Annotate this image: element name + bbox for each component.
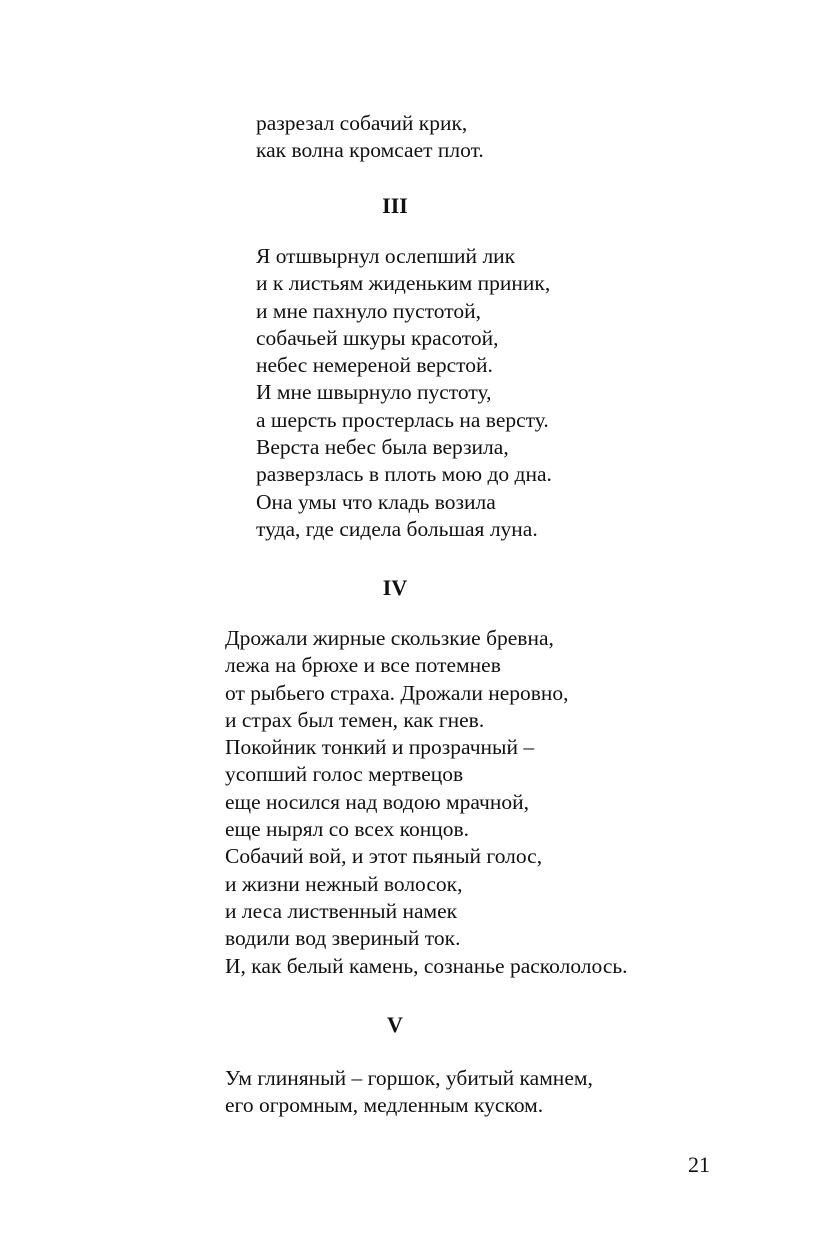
section-heading: V — [387, 1012, 403, 1037]
section-stanza — [256, 243, 552, 543]
poem-line: и к листьям жиденьким приник, — [256, 271, 551, 296]
poem-line: Верста небес была верзила, — [256, 435, 509, 460]
poem-line: Собачий вой, и этот пьяный голос, — [225, 844, 543, 869]
section-stanza — [225, 1065, 593, 1120]
poem-line: Покойник тонкий и прозрачный – — [225, 735, 535, 760]
poem-line: еще носился над водою мрачной, — [225, 789, 530, 814]
poem-line: Я отшвырнул ослепший лик — [256, 244, 516, 268]
poem-line: и леса лиственный намек — [225, 898, 458, 923]
poem-line: его огромным, медленным куском. — [225, 1093, 544, 1118]
section-heading: IV — [382, 575, 408, 600]
poem-line: И, как белый камень, сознанье раскололось. — [225, 953, 628, 978]
poem-line: от рыбьего страха. Дрожали неровно, — [225, 680, 569, 705]
poem-line: Ум глиняный – горшок, убитый камнем, — [225, 1066, 593, 1090]
opening-stanza — [256, 110, 484, 165]
poem-line: собачьей шкуры красотой, — [256, 325, 499, 350]
poem-line: водили вод звериный ток. — [225, 926, 461, 951]
poem-line: Дрожали жирные скользкие бревна, — [225, 626, 554, 650]
section-heading: III — [382, 193, 408, 218]
poem-line: Она умы что кладь возила — [256, 489, 496, 514]
poem-line: разверзлась в плоть мою до дна. — [256, 462, 552, 487]
page-number: 21 — [688, 1152, 710, 1177]
poem-line: а шерсть простерлась на версту. — [256, 407, 549, 432]
poem-line: и страх был темен, как гнев. — [225, 707, 485, 732]
poem-line: разрезал собачий крик, — [256, 111, 468, 135]
poem-line: еще нырял со всех концов. — [225, 817, 469, 842]
poem-line: лежа на брюхе и все потемнев — [225, 653, 501, 678]
poem-line: как волна кромсает плот. — [256, 138, 484, 163]
poem-line: и мне пахнуло пустотой, — [256, 298, 481, 323]
poem-line: туда, где сидела большая луна. — [256, 516, 538, 541]
poem-line: и жизни нежный волосок, — [225, 871, 463, 896]
poem-line: небес немереной верстой. — [256, 353, 493, 378]
section-stanza — [225, 625, 628, 980]
poem-line: усопший голос мертвецов — [225, 762, 464, 787]
poem-line: И мне швырнуло пустоту, — [256, 380, 492, 405]
